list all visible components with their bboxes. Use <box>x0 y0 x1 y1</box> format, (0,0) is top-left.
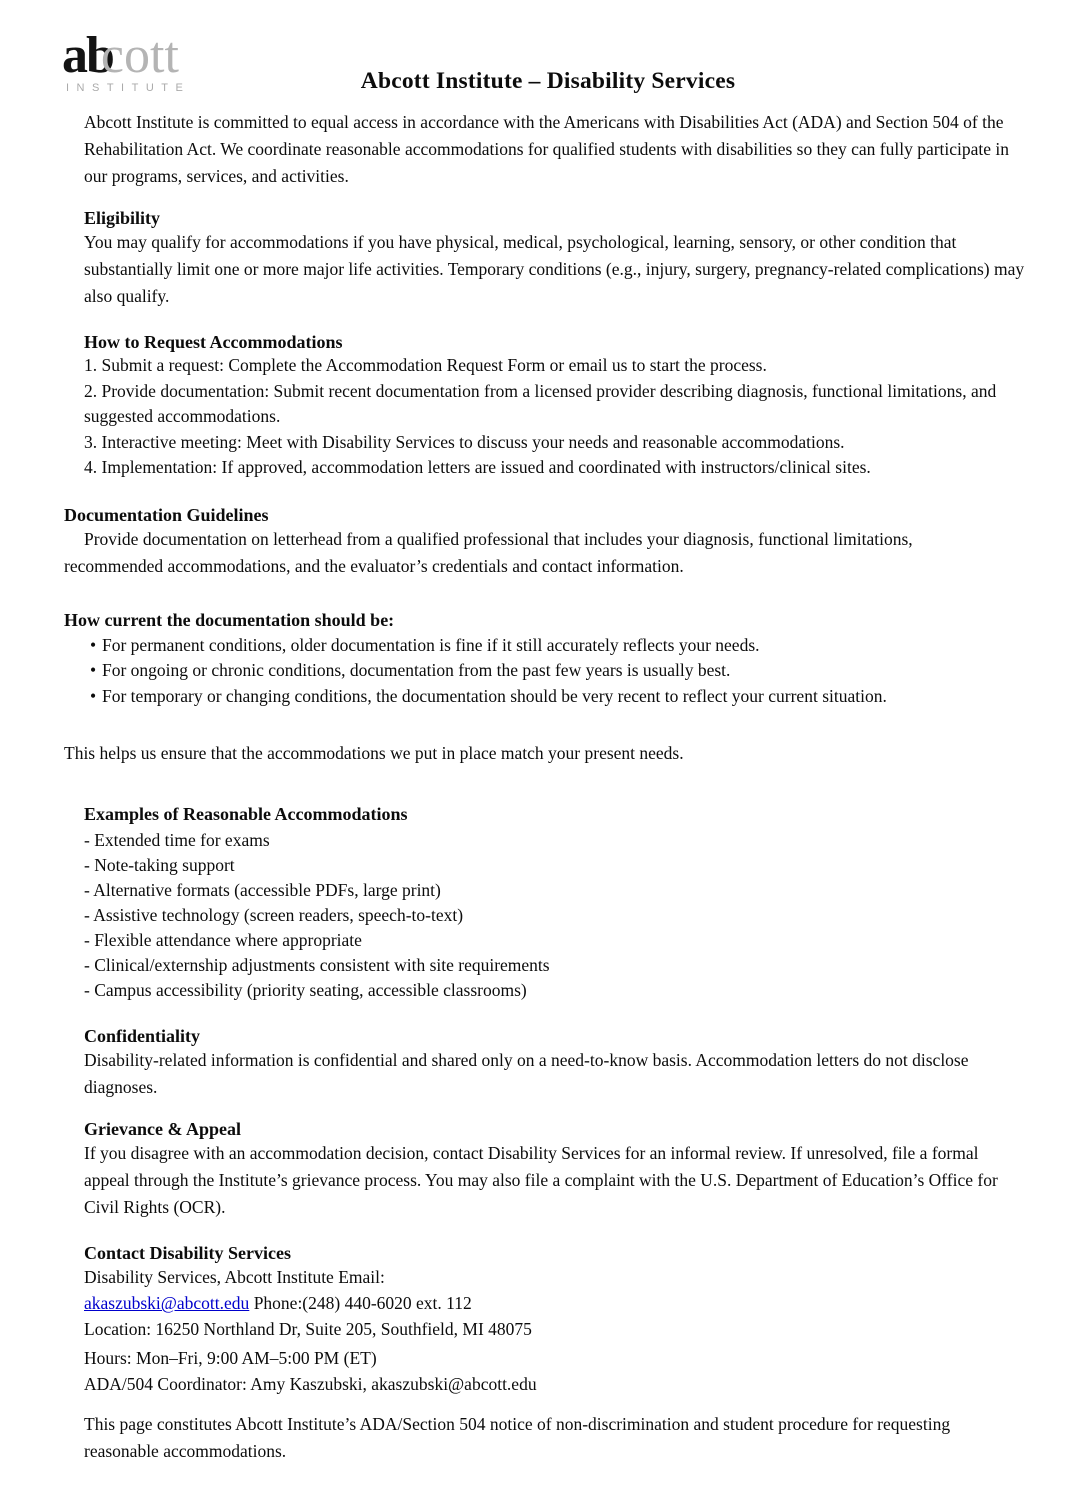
bullet-marker <box>64 684 102 710</box>
confidentiality-body: Disability-related information is confidential and shared only on a need-to-know basis. Accommodation letters do not disclose diagnoses. <box>84 1050 969 1098</box>
how-to-request-heading: How to Request Accommodations <box>84 332 343 352</box>
example-item: - Alternative formats (accessible PDFs, large print) <box>84 880 441 901</box>
request-step: 3. Interactive meeting: Meet with Disability Services to discuss your needs and reasonable accommodations. <box>84 431 845 452</box>
example-item: - Campus accessibility (priority seating, accessible classrooms) <box>84 980 527 1001</box>
currency-bullet-list <box>64 633 1008 710</box>
section-confidentiality <box>84 1025 1032 1101</box>
section-examples <box>84 803 1032 1003</box>
intro-paragraph: Abcott Institute is committed to equal access in accordance with the Americans with Disabilities Act (ADA) and Section 504 of the Rehabilitation Act. We coordinate reasonable accommodations for qualified students with disabilities so they can fully participate in our programs, services, and activities. <box>84 112 1010 186</box>
page-title: Abcott Institute – Disability Services <box>360 68 736 94</box>
request-step: 2. Provide documentation: Submit recent documentation from a licensed provider describing diagnosis, functional limitations, and suggested accommodations. <box>84 380 997 427</box>
bullet-marker <box>64 658 102 684</box>
logo-wordmark-gray: cott <box>100 27 179 84</box>
examples-list <box>84 828 1028 1003</box>
request-step: 4. Implementation: If approved, accommodation letters are issued and coordinated with instructors/clinical sites. <box>84 457 871 478</box>
section-documentation-currency <box>64 609 1032 768</box>
eligibility-body: You may qualify for accommodations if you have physical, medical, psychological, learning, sensory, or other condition that substantially limit one or more major life activities. Temporary conditions (e.g., injury, surgery, pregnancy-related complications) may also qualify. <box>84 232 1025 306</box>
section-grievance-appeal <box>84 1118 1032 1221</box>
abcott-logo <box>62 27 191 94</box>
contact-hours-line: Hours: Mon–Fri, 9:00 AM–5:00 PM (ET) <box>84 1348 377 1369</box>
examples-heading: Examples of Reasonable Accommodations <box>84 804 408 825</box>
logo-wordmark-black: ab <box>62 27 113 84</box>
section-documentation-guidelines <box>64 504 1032 580</box>
grievance-appeal-heading: Grievance & Appeal <box>84 1119 241 1140</box>
eligibility-heading: Eligibility <box>84 208 161 228</box>
footer-notice: This page constitutes Abcott Institute’s ADA/Section 504 notice of non-discrimination and student procedure for requesting reasonable accommodations. <box>84 1414 951 1462</box>
page-header <box>64 0 1032 104</box>
contact-phone-text: Phone:(248) 440-6020 ext. 112 <box>249 1293 472 1314</box>
bullet-text: For ongoing or chronic conditions, documentation from the past few years is usually best. <box>102 660 731 681</box>
bullet-text: For permanent conditions, older documentation is fine if it still accurately reflects your needs. <box>102 634 760 655</box>
example-item: - Note-taking support <box>84 855 235 876</box>
bullet-item <box>64 658 1008 684</box>
section-eligibility <box>84 207 1032 310</box>
request-steps-list <box>84 353 1028 481</box>
bullet-marker <box>64 633 102 659</box>
section-contact <box>84 1242 1032 1397</box>
contact-heading: Contact Disability Services <box>84 1243 291 1264</box>
contact-location-line: Location: 16250 Northland Dr, Suite 205, Southfield, MI 48075 <box>84 1319 532 1340</box>
documentation-guidelines-body: Provide documentation on letterhead from a qualified professional that includes your diagnosis, functional limitations, recommended accommodations, and the evaluator’s credentials and contact information. <box>64 528 913 576</box>
contact-email-phone-line <box>84 1290 1032 1316</box>
logo-institute-subtitle: INSTITUTE <box>66 82 191 94</box>
section-how-to-request <box>84 331 1032 481</box>
documentation-guidelines-heading: Documentation Guidelines <box>64 504 269 525</box>
currency-note: This helps us ensure that the accommodations we put in place match your present needs. <box>64 743 684 764</box>
bullet-text: For temporary or changing conditions, the documentation should be very recent to reflect your current situation. <box>102 685 887 706</box>
contact-coordinator-line: ADA/504 Coordinator: Amy Kaszubski, akaszubski@abcott.edu <box>84 1374 537 1395</box>
documentation-currency-heading: How current the documentation should be: <box>64 609 395 630</box>
grievance-appeal-body: If you disagree with an accommodation decision, contact Disability Services for an informal review. If unresolved, file a formal appeal through the Institute’s grievance process. You may also file a complaint with the U.S. Department of Education’s Office for Civil Rights (OCR). <box>84 1143 998 1218</box>
bullet-item <box>64 684 1008 710</box>
email-link[interactable]: akaszubski@abcott.edu <box>84 1293 250 1314</box>
example-item: - Clinical/externship adjustments consistent with site requirements <box>84 955 550 976</box>
confidentiality-heading: Confidentiality <box>84 1026 201 1047</box>
bullet-item <box>64 633 1008 659</box>
contact-intro-line: Disability Services, Abcott Institute Email: <box>84 1267 385 1288</box>
request-step: 1. Submit a request: Complete the Accommodation Request Form or email us to start the process. <box>84 355 767 375</box>
example-item: - Assistive technology (screen readers, speech-to-text) <box>84 905 464 926</box>
logo-wordmark <box>62 27 190 84</box>
example-item: - Extended time for exams <box>84 830 270 851</box>
example-item: - Flexible attendance where appropriate <box>84 930 362 951</box>
